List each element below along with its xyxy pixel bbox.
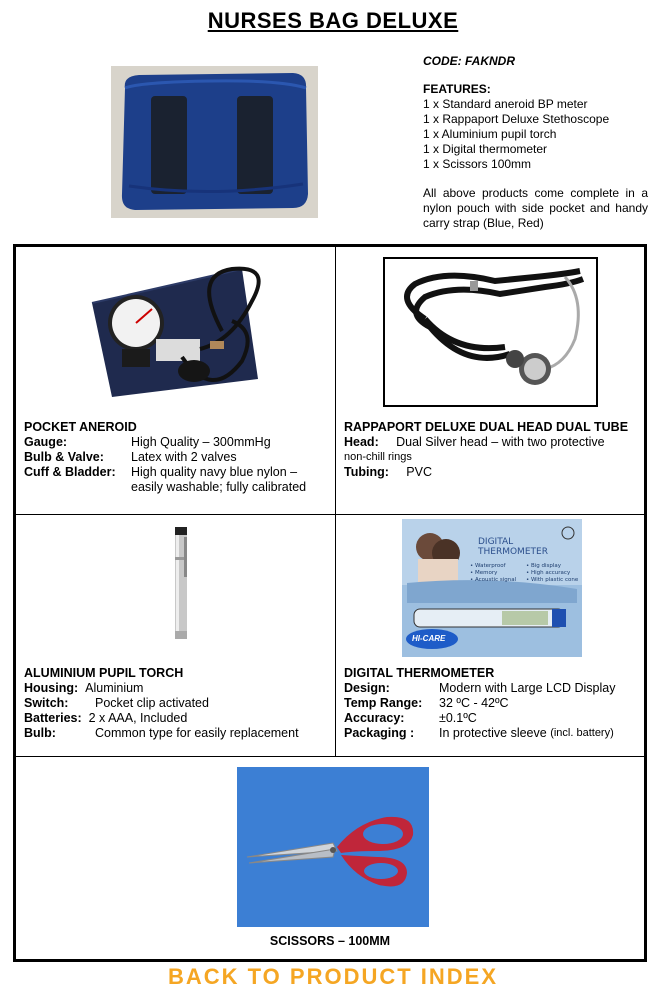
- spec-value: PVC: [406, 465, 432, 479]
- features-heading: FEATURES:: [423, 82, 491, 96]
- spec-label: Design:: [344, 681, 390, 695]
- spec-label: Tubing:: [344, 465, 389, 479]
- torch-photo: [166, 523, 196, 648]
- box-feature: • Acoustic signal: [470, 577, 517, 583]
- thermometer-cell: [336, 515, 644, 757]
- spec-label: Batteries:: [24, 711, 82, 725]
- torch-title: ALUMINIUM PUPIL TORCH: [24, 666, 184, 680]
- spec-label: Gauge:: [24, 435, 68, 449]
- thermometer-box-features: [470, 563, 582, 584]
- spec-label: Housing:: [24, 681, 79, 695]
- feature-item: 1 x Rappaport Deluxe Stethoscope: [423, 112, 610, 126]
- spec-label: Packaging :: [344, 726, 415, 740]
- back-to-index-link[interactable]: [0, 962, 666, 989]
- features-note: All above products come complete in a nylon pouch with side pocket and handy carry strap (Blue, Red): [423, 186, 648, 230]
- features-block: [423, 82, 648, 231]
- box-feature: • Big display: [526, 563, 562, 569]
- spec-value: 2 x AAA, Included: [88, 711, 188, 725]
- feature-item: 1 x Aluminium pupil torch: [423, 127, 557, 141]
- nurses-bag-photo: [111, 66, 318, 218]
- torch-cell: [16, 515, 336, 757]
- box-feature: • High accuracy: [526, 570, 571, 576]
- spec-value: non-chill rings: [344, 451, 412, 463]
- stethoscope-cell: [336, 247, 644, 515]
- thermometer-photo: [402, 519, 582, 657]
- box-feature: • Waterproof: [470, 563, 506, 569]
- box-feature: • With plastic cone: [526, 577, 579, 583]
- thermometer-box-label: DIGITAL THERMOMETER: [478, 537, 548, 557]
- spec-value: ±0.1ºC: [439, 711, 477, 725]
- product-grid: [13, 244, 647, 962]
- spec-value: In protective sleeve: [439, 726, 547, 740]
- stethoscope-photo: [383, 257, 598, 407]
- scissors-photo: [237, 767, 429, 927]
- thermometer-title: DIGITAL THERMOMETER: [344, 666, 495, 680]
- spec-value: Aluminium: [85, 681, 144, 695]
- spec-value: Pocket clip activated: [95, 696, 209, 710]
- product-code: CODE: FAKNDR: [423, 54, 515, 68]
- thermometer-brand: HI-CARE: [412, 634, 446, 643]
- spec-label: Cuff & Bladder:: [24, 465, 116, 479]
- spec-value: Dual Silver head – with two protective: [396, 435, 605, 449]
- spec-value: Common type for easily replacement: [95, 726, 299, 740]
- spec-value: Modern with Large LCD Display: [439, 681, 616, 695]
- spec-value: High Quality – 300mmHg: [131, 435, 271, 449]
- spec-value: (incl. battery): [550, 727, 614, 739]
- spec-label: Bulb:: [24, 726, 56, 740]
- aneroid-title: POCKET ANEROID: [24, 420, 137, 434]
- aneroid-photo: [82, 261, 282, 401]
- spec-label: Temp Range:: [344, 696, 423, 710]
- spec-value: 32 ºC - 42ºC: [439, 696, 509, 710]
- spec-label: Head:: [344, 435, 379, 449]
- scissors-cell: [16, 757, 644, 959]
- page-title: NURSES BAG DELUXE: [207, 8, 459, 33]
- box-feature: • Memory: [470, 570, 498, 576]
- spec-value: High quality navy blue nylon – easily washable; fully calibrated: [131, 465, 307, 494]
- scissors-title: SCISSORS – 100MM: [269, 934, 391, 948]
- spec-label: Accuracy:: [344, 711, 405, 725]
- back-to-index-label[interactable]: BACK TO PRODUCT INDEX: [167, 964, 499, 989]
- aneroid-cell: [16, 247, 336, 515]
- spec-value: Latex with 2 valves: [131, 450, 237, 464]
- feature-item: 1 x Scissors 100mm: [423, 157, 532, 171]
- feature-item: 1 x Digital thermometer: [423, 142, 548, 156]
- spec-label: Switch:: [24, 696, 69, 710]
- stethoscope-title: RAPPAPORT DELUXE DUAL HEAD DUAL TUBE: [344, 420, 629, 434]
- spec-label: Bulb & Valve:: [24, 450, 104, 464]
- feature-item: 1 x Standard aneroid BP meter: [423, 97, 588, 111]
